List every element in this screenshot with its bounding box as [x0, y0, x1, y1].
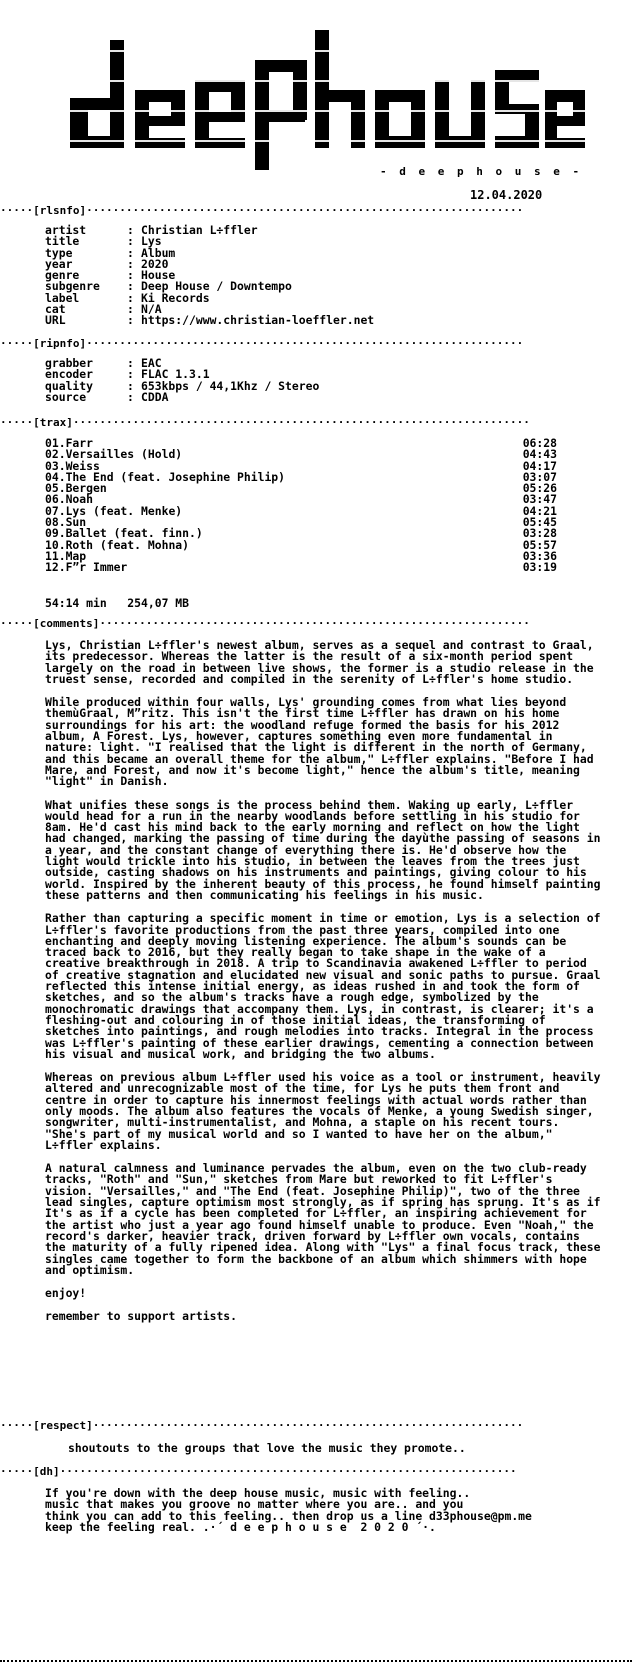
info-key: grabber	[45, 356, 94, 370]
track-duration: 04:21	[522, 503, 557, 518]
info-value: House	[141, 268, 176, 283]
respect-text: shoutouts to the groups that love the music they promote..	[68, 1441, 466, 1455]
info-key: source	[45, 389, 87, 404]
info-separator: :	[127, 268, 134, 283]
track-duration: 06:28	[522, 436, 557, 450]
info-key: quality	[45, 378, 94, 393]
info-key: genre	[45, 268, 80, 283]
info-separator: :	[127, 234, 134, 249]
section-label: [comments]	[33, 617, 100, 630]
track-duration: 05:45	[522, 515, 557, 530]
info-row	[45, 225, 374, 236]
info-value: CDDA	[141, 389, 169, 404]
info-key: cat	[45, 302, 66, 317]
section-header-ripnfo: ·····[ripnfo]··································································	[0, 337, 524, 350]
info-value: 653kbps / 44,1Khz / Stereo	[141, 378, 320, 393]
info-separator: :	[127, 279, 134, 294]
comment-paragraph: enjoy!	[45, 1286, 87, 1301]
comment-paragraph: While produced within four walls, Lys' grounding comes from what lies beyond themùGraal, M”ritz. This isn't the first time L÷ffler has drawn on his home surroundings for his art: the woodland refuge formed the basis for his 2012 album, A Forest. Lys, however, captures something even more fundamental in nature: light. "I realised that the light is different in the north of Germany, and this became an overall theme for the album," L÷ffler explains. "Before I had Mare, and Forest, and now it's become light," hence the album's title, meaning "light" in Danish.	[45, 695, 594, 789]
comment-paragraph: Lys, Christian L÷ffler's newest album, serves as a sequel and contrast to Graal, its predecessor. Whereas the latter is the result of a six-month period spent largely on the road in between live shows, the former is a studio release in the truest sense, recorded and compiled in the serenity of L÷ffler's home studio.	[45, 638, 594, 686]
info-separator: :	[127, 245, 134, 260]
tagline: - d e e p h o u s e -	[380, 165, 583, 178]
info-key: encoder	[45, 367, 94, 382]
deephouse-logo	[30, 20, 590, 170]
info-key: year	[45, 256, 73, 271]
rip-info-list	[45, 358, 319, 403]
info-row	[45, 236, 374, 247]
dh-line: think you can add to this feeling.. then drop us a line d33phouse@pm.me	[45, 1508, 532, 1523]
info-key: URL	[45, 313, 66, 328]
bottom-divider	[0, 1660, 632, 1662]
track-duration: 03:36	[522, 548, 557, 563]
section-label: [trax]	[33, 416, 73, 429]
track-row	[45, 562, 557, 573]
info-separator: :	[127, 223, 134, 237]
info-row	[45, 290, 374, 305]
track-row	[45, 483, 557, 494]
track-duration: 05:26	[522, 481, 557, 496]
release-info-list	[45, 225, 374, 327]
info-separator: :	[127, 256, 134, 271]
track-duration: 03:47	[522, 492, 557, 507]
info-separator: :	[127, 367, 134, 382]
info-key: type	[45, 245, 73, 260]
info-row	[45, 256, 374, 271]
info-value: 2020	[141, 256, 169, 271]
track-title: 10.Roth (feat. Mohna)	[45, 537, 190, 552]
info-key: subgenre	[45, 279, 100, 294]
info-row	[45, 315, 374, 326]
info-separator: :	[127, 290, 134, 305]
track-title: 06.Noah	[45, 492, 94, 507]
tracklist	[45, 438, 557, 574]
track-title: 05.Bergen	[45, 481, 107, 496]
info-key: artist	[45, 223, 87, 237]
comment-paragraph: remember to support artists.	[45, 1309, 238, 1324]
track-title: 07.Lys (feat. Menke)	[45, 503, 183, 518]
track-title: 02.Versailles (Hold)	[45, 447, 183, 462]
section-header-respect: ·····[respect]·································································	[0, 1419, 524, 1432]
totals: 54:14 min 254,07 MB	[45, 596, 190, 610]
info-value: https://www.christian-loeffler.net	[141, 313, 375, 328]
info-separator: :	[127, 313, 134, 328]
section-label: [ripnfo]	[33, 337, 87, 350]
info-row	[45, 281, 374, 292]
track-title: 09.Ballet (feat. finn.)	[45, 526, 203, 541]
track-duration: 04:17	[522, 458, 557, 473]
track-title: 12.F”r Immer	[45, 560, 128, 575]
info-row	[45, 378, 320, 393]
info-value: Christian L÷ffler	[141, 223, 258, 237]
comment-paragraph: Rather than capturing a specific moment in time or emotion, Lys is a selection of L÷ffler's favorite productions from the past three years, compiled into one enchanting and deeply moving listening experience. The album's sounds can be traced back to 2016, but they really began to take shape in the wake of a creative breakthrough in 2018. A trip to Scandinavia awakened L÷ffler to period of creative stagnation and elucidated new visual and sonic paths to pursue. Graal reflected this intense initial energy, as ideas rushed in and took the form of sketches, and so the album's tracks have a rough edge, symbolized by the monochromatic drawings that accompany them. Lys, in contrast, is clearer; it's a fleshing-out and colouring in of those initial ideas, the transforming of sketches into paintings, and rough melodies into tracks. Integral in the process was L÷ffler's painting of these earlier drawings, cementing a connection between his visual and musical work, and bridging the two albums.	[45, 911, 601, 1061]
track-duration: 04:43	[522, 447, 557, 462]
section-header-trax: ·····[trax]·····································································	[0, 416, 530, 429]
track-title: 01.Farr	[45, 436, 94, 450]
dh-line: music that makes you groove no matter where you are.. and you	[45, 1497, 464, 1512]
section-header-comments: ·····[comments]·································································	[0, 617, 530, 630]
info-value: Ki Records	[141, 290, 210, 305]
info-row	[45, 389, 319, 404]
comments-body	[45, 640, 605, 1335]
track-row	[45, 537, 557, 552]
info-separator: :	[127, 378, 134, 393]
info-value: EAC	[141, 356, 162, 370]
dh-text	[45, 1488, 532, 1533]
info-value: Deep House / Downtempo	[141, 279, 292, 294]
release-date: 12.04.2020	[470, 188, 543, 202]
track-title: 04.The End (feat. Josephine Philip)	[45, 469, 286, 484]
info-separator: :	[127, 302, 134, 317]
comment-paragraph: What unifies these songs is the process behind them. Waking up early, L÷ffler would head for a run in the nearby woodlands before settling in his studio for 8am. He'd cast his mind back to the early morning and reflect on how the light had changed, marking the passing of time during the dayùthe passing of seasons in a year, and the constant change of everything there is. He'd observe how the light would trickle into his studio, in between the leaves from the trees just outside, casting shadows on his instruments and paintings, giving colour to his world. Inspired by the inherent beauty of this process, he found himself painting these patterns and then communicating his feelings in his music.	[45, 797, 601, 902]
info-separator: :	[127, 356, 134, 370]
info-value: N/A	[141, 302, 162, 317]
comment-paragraph: A natural calmness and luminance pervades the album, even on the two club-ready tracks, "Roth" and "Sun," sketches from Mare but reworked to fit L÷ffler's vision. "Versailles," and "The End (feat. Josephine Philip)", two of the three lead singles, capture optimism most strongly, as if spring has sprung. It's as if It's as if a cycle has been completed for L÷ffler, an inspiring achievement for the artist who just a year ago found himself unable to produce. Even "Noah," the record's darker, heavier track, driven forward by L÷ffler own vocals, contains the maturity of a fully ripened idea. Along with "Lys" a final focus track, these singles came together to form the backbone of an album which shimmers with hope and optimism.	[45, 1161, 601, 1277]
dh-line: keep the feeling real. .·´ d e e p h o u s e 2 0 2 0 ´·.	[45, 1519, 436, 1534]
info-key: label	[45, 290, 80, 305]
track-duration: 03:19	[522, 560, 557, 575]
track-duration: 05:57	[522, 537, 557, 552]
section-label: [rlsnfo]	[33, 204, 87, 217]
info-value: Lys	[141, 234, 162, 249]
info-value: Album	[141, 245, 176, 260]
info-row	[45, 245, 374, 260]
info-value: FLAC 1.3.1	[141, 367, 210, 382]
section-label: [respect]	[33, 1419, 93, 1432]
info-key: title	[45, 234, 80, 249]
track-duration: 03:07	[522, 469, 557, 484]
track-row	[45, 469, 557, 484]
track-row	[45, 449, 557, 460]
comment-paragraph: Whereas on previous album L÷ffler used his voice as a tool or instrument, heavily altered and unrecognizable most of the time, for Lys he puts them front and centre in order to capture his innermost feelings with actual words rather than only moods. The album also features the vocals of Menke, a young Swedish singer, songwriter, multi-instrumentalist, and Mohna, a staple on his recent tours. "She's part of my musical world and so I wanted to have her on the album," L÷ffler explains.	[45, 1070, 601, 1152]
dh-line: If you're down with the deep house music, music with feeling..	[45, 1486, 471, 1500]
track-title: 08.Sun	[45, 515, 87, 530]
section-header-dh: ·····[dh]·····································································	[0, 1465, 517, 1478]
track-title: 11.Map	[45, 548, 87, 563]
track-row	[45, 503, 557, 518]
info-separator: :	[127, 389, 134, 404]
track-duration: 03:28	[522, 526, 557, 541]
section-header-rlsnfo: ·····[rlsnfo]··································································	[0, 204, 524, 217]
section-label: [dh]	[33, 1465, 60, 1478]
track-title: 03.Weiss	[45, 458, 100, 473]
